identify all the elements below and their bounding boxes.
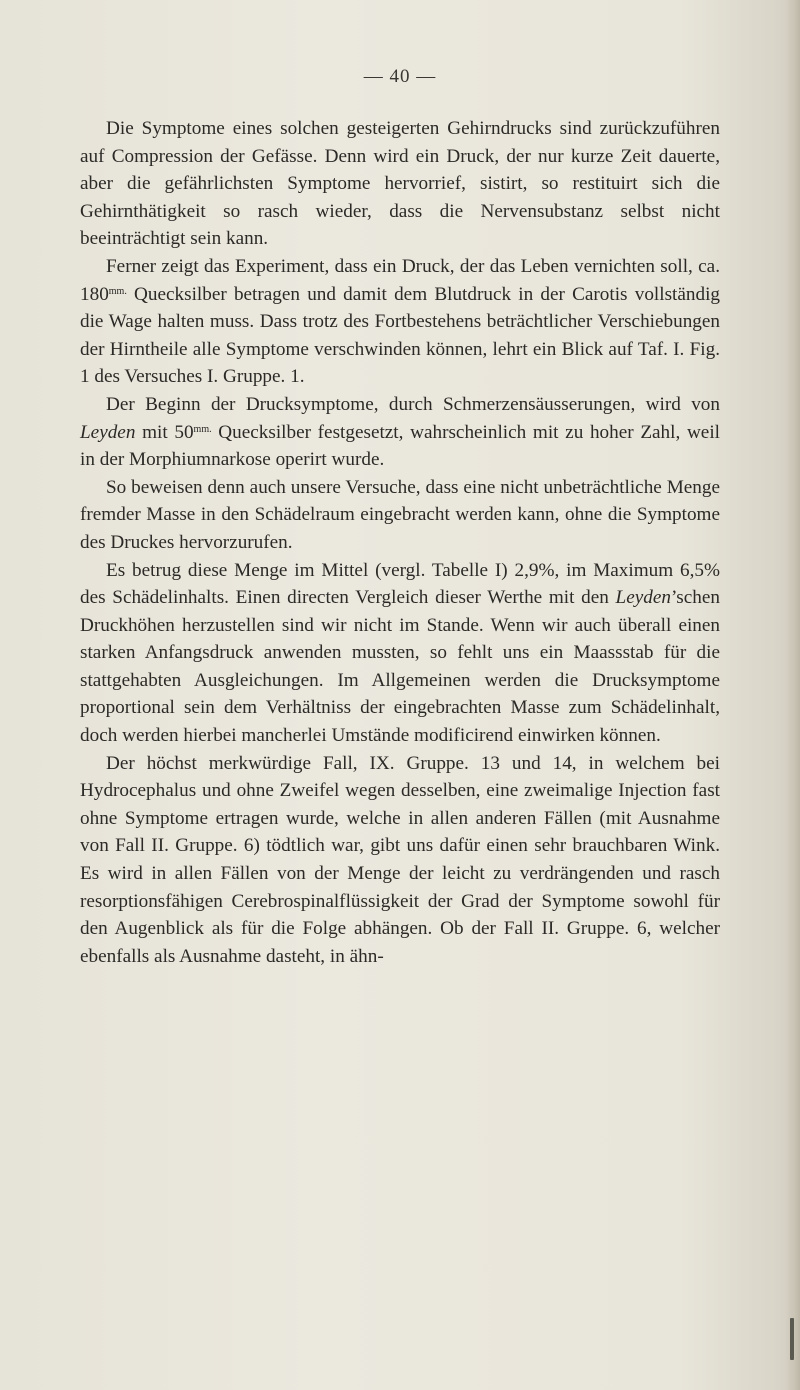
paragraph <box>80 391 720 474</box>
text-run: Der Beginn der Drucksymptome, durch Schmerzensäusserungen, wird von <box>106 393 720 415</box>
paragraph <box>80 750 720 971</box>
text-run: mit 50 <box>135 421 194 443</box>
text-run: Die Symptome eines solchen gesteigerten Gehirndrucks sind zurückzuführen auf Compression der Gefässe. Denn wird ein Druck, der nur kurze Zeit dauerte, aber die gefährlichsten Symptome hervorrief, sistirt, so restituirt sich die Gehirnthätigkeit so rasch wieder, dass die Nervensubstanz selbst nicht beeinträchtigt sein kann. <box>80 118 720 250</box>
author-name: Leyden <box>615 587 671 609</box>
text-run: Der höchst merkwürdige Fall, IX. Gruppe. 13 und 14, in welchem bei Hydrocephalus und ohne Zweifel wegen desselben, eine zweimalige Injection fast ohne Symptome ertragen wurde, welche in allen anderen Fällen (mit Ausnahme von Fall II. Gruppe. 6) tödtlich war, gibt uns dafür einen sehr brauchbaren Wink. Es wird in allen Fällen von der Menge der leicht zu verdrängenden und rasch resorptionsfähigen Cerebrospinalflüssigkeit der Grad der Symptome sowohl für den Augenblick als für die Folge abhängen. Ob der Fall II. Gruppe. 6, welcher ebenfalls als Ausnahme dasteht, in ähn- <box>80 752 720 967</box>
unit-superscript: mm. <box>108 285 127 297</box>
unit-superscript: mm. <box>193 423 212 435</box>
author-name: Leyden <box>80 421 136 443</box>
text-run: Ferner zeigt das Experiment, dass ein Druck, der das Leben vernichten soll, ca. 180 <box>80 255 720 305</box>
paragraph <box>80 253 720 391</box>
edge-mark <box>790 1318 794 1360</box>
text-run: Quecksilber festgesetzt, wahrscheinlich mit zu hoher Zahl, weil in der Morphiumnarkose operirt wurde. <box>80 421 720 471</box>
text-run: So beweisen denn auch unsere Versuche, dass eine nicht unbeträchtliche Menge fremder Masse in den Schädelraum eingebracht werden kann, ohne die Symptome des Druckes hervorzurufen. <box>80 476 720 553</box>
paragraph <box>80 115 720 253</box>
paragraph <box>80 557 720 750</box>
body-text <box>80 115 720 970</box>
text-run: ’schen Druckhöhen herzustellen sind wir nicht im Stande. Wenn wir auch überall einen starken Anfangsdruck anwenden mussten, so fehlt uns ein Maassstab für die stattgehabten Ausgleichungen. Im Allgemeinen werden die Drucksymptome proportional sein dem Verhältniss der eingebrachten Masse zum Schädelinhalt, doch werden hierbei mancherlei Umstände modificirend einwirken können. <box>80 587 720 747</box>
paragraph <box>80 474 720 557</box>
text-run: Quecksilber betragen und damit dem Blutdruck in der Carotis vollständig die Wage halten muss. Dass trotz des Fortbestehens beträchtlicher Verschiebungen der Hirntheile alle Symptome verschwinden können, lehrt ein Blick auf Taf. I. Fig. 1 des Versuches I. Gruppe. 1. <box>80 283 720 388</box>
text-run: Es betrug diese Menge im Mittel (vergl. Tabelle I) 2,9%, im Maximum 6,5% des Schädelinhalts. Einen directen Vergleich dieser Werthe mit den <box>80 559 720 609</box>
page-number: — 40 — <box>363 66 437 87</box>
page-edge <box>786 0 800 1390</box>
